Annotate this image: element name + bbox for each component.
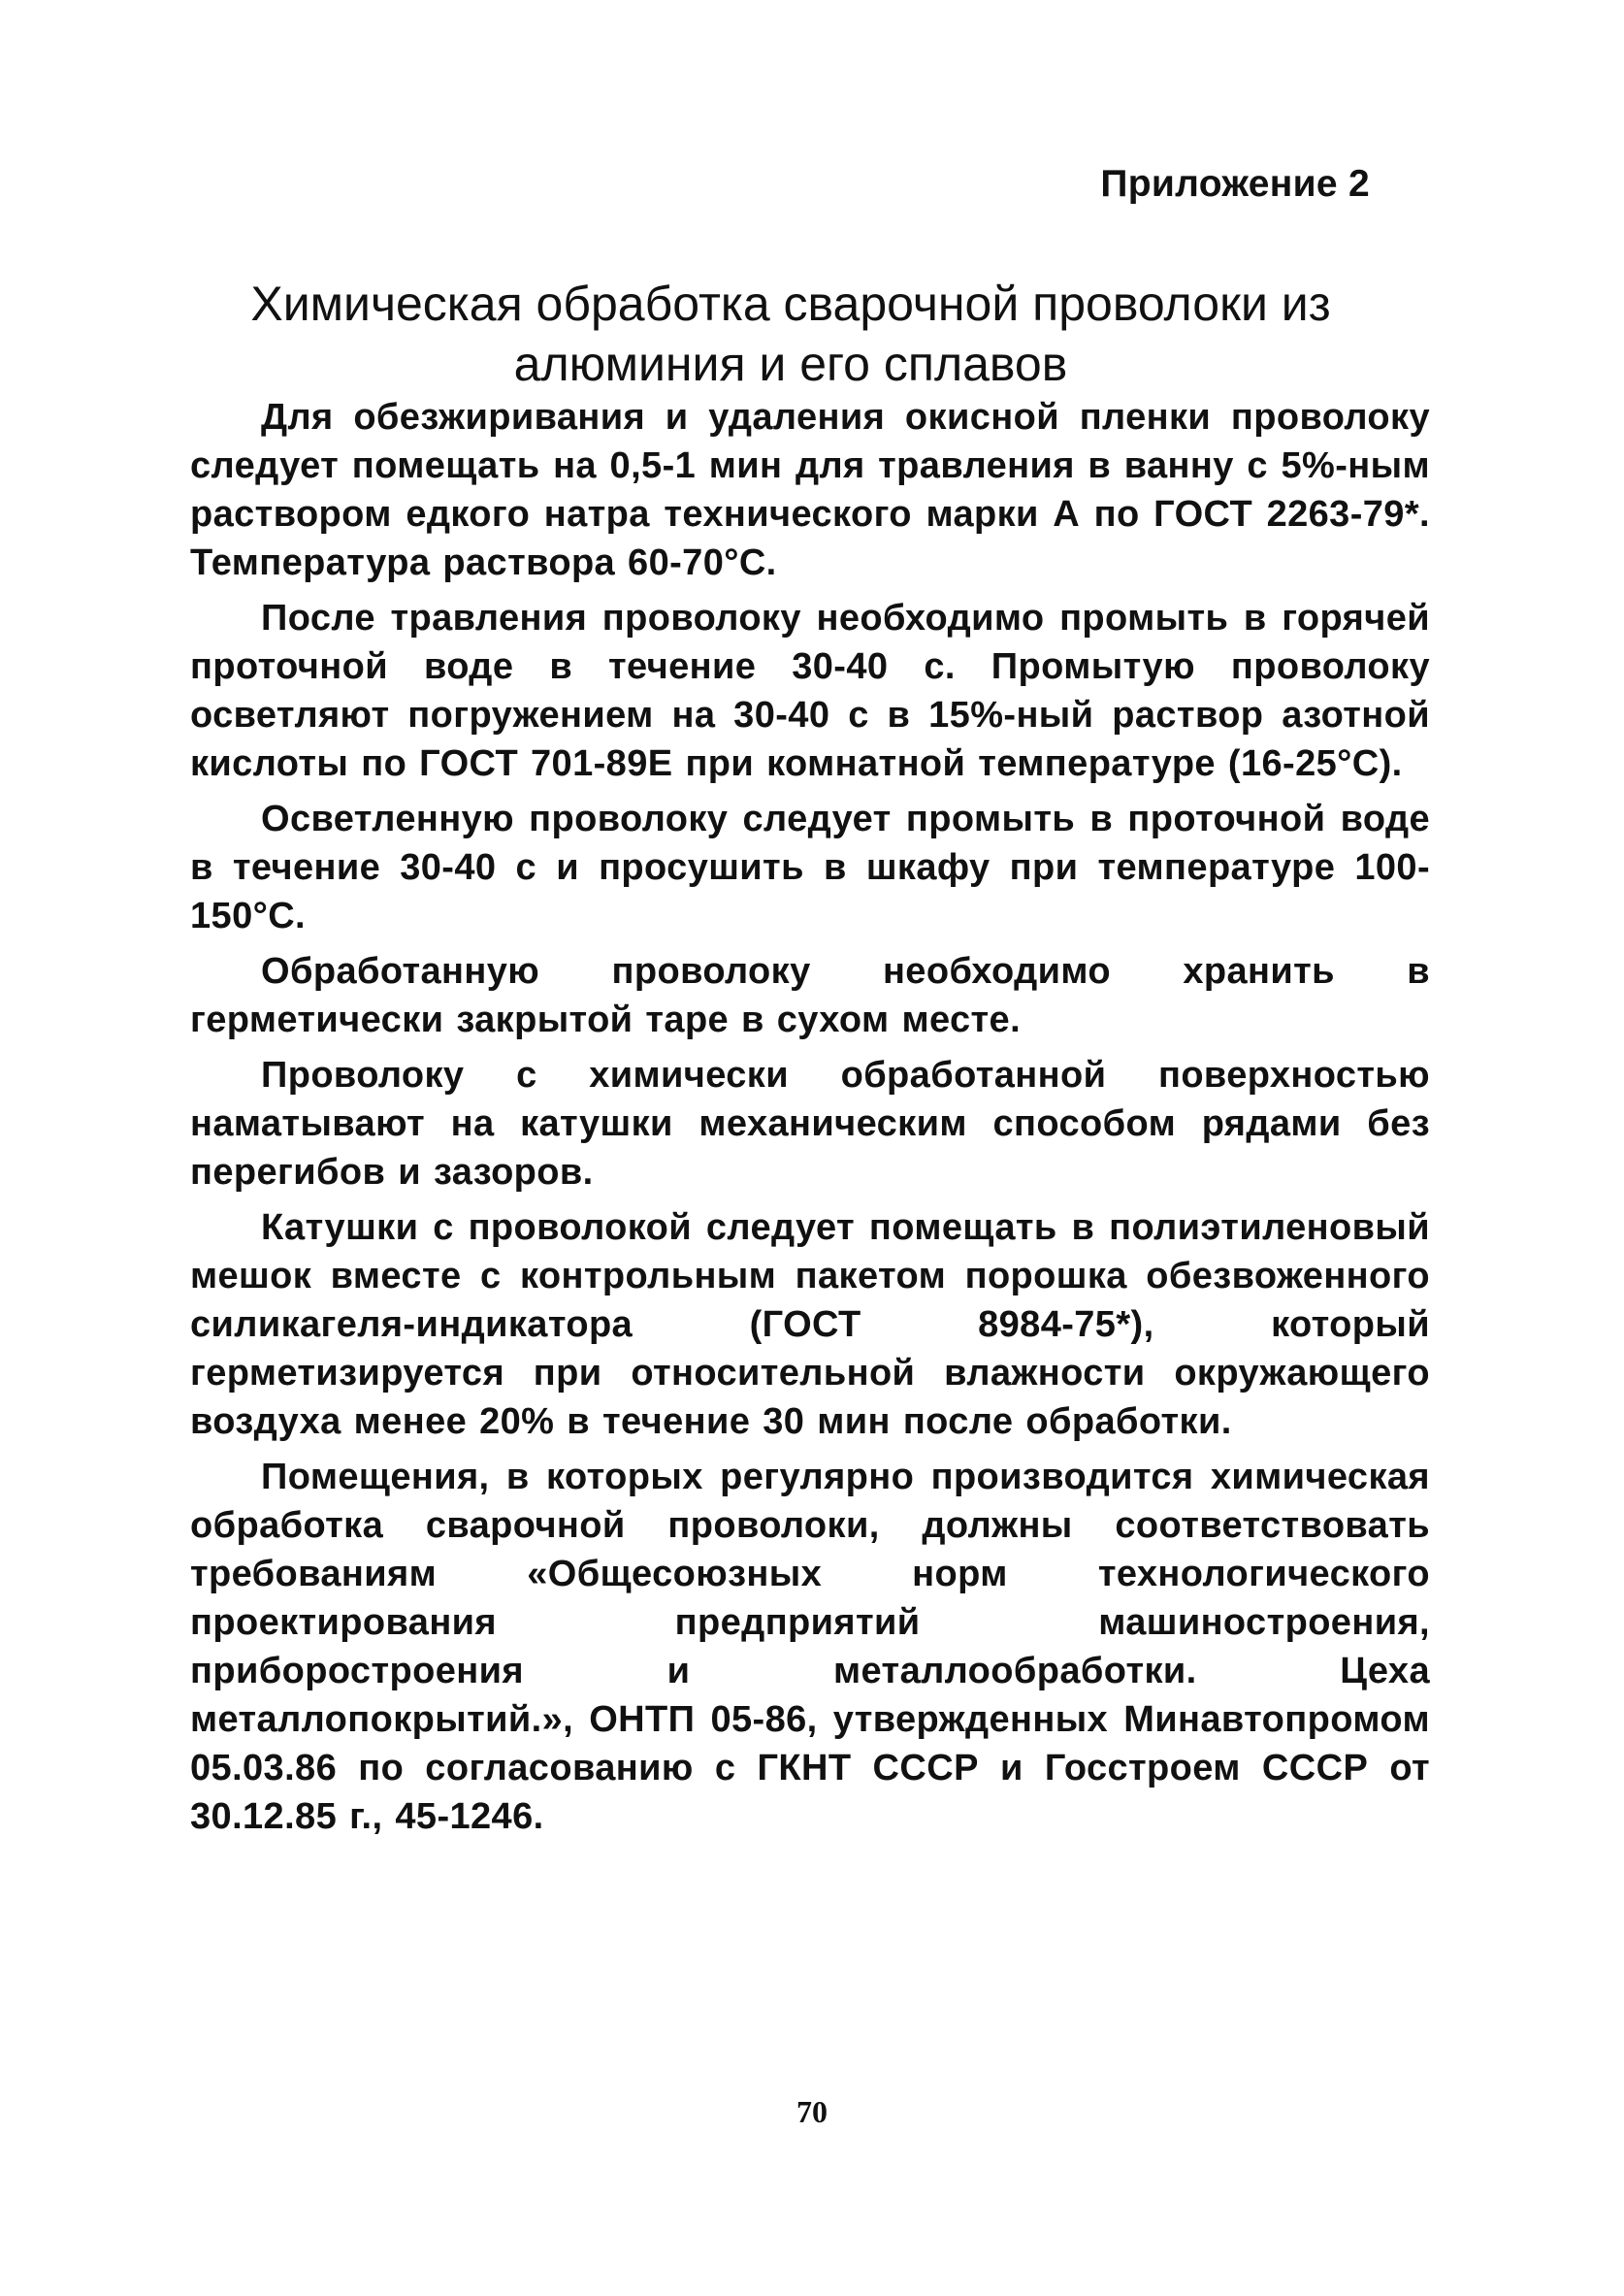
paragraph-rinsing-brightening: После травления проволоку необходимо промыть в горячей проточной воде в течение 30-40 с. Промытую проволоку осветляют погружением на 30-40 с в 15%-ный раствор азотной кислоты по ГОСТ 701-89Е при комнатной температуре (16-25°С). [190,598,1430,784]
paragraph-premises-requirements: Помещения, в которых регулярно производится химическая обработка сварочной проволоки, должны соответствовать требованиям «Общесоюзных норм технологического проектирования предприятий машиностроения, приборостроения и металлообработки. Цеха металлопокрытий.», ОНТП 05-86, утвержденных Минавтопромом 05.03.86 по согласованию с ГКНТ СССР и Госстроем СССР от 30.12.85 г., 45-1246. [190,1457,1430,1837]
paragraph-packaging: Катушки с проволокой следует помещать в полиэтиленовый мешок вместе с контрольным пакетом порошка обезвоженного силикагеля-индикатора (ГОСТ 8984-75*), который герметизируется при относительной влажности окружающего воздуха менее 20% в течение 30 мин после обработки. [190,1207,1430,1442]
page-number: 70 [796,2094,828,2129]
paragraph-winding: Проволоку с химически обработанной поверхностью наматывают на катушки механическим способом рядами без перегибов и зазоров. [190,1055,1430,1193]
body-text [190,393,1430,1848]
paragraph-storage: Обработанную проволоку необходимо хранить в герметически закрытой таре в сухом месте. [190,951,1430,1040]
document-title: Химическая обработка сварочной проволоки из алюминия и его сплавов [250,277,1331,391]
paragraph-drying: Осветленную проволоку следует промыть в проточной воде в течение 30-40 с и просушить в шкафу при температуре 100-150°С. [190,799,1430,936]
paragraph-degreasing: Для обезжиривания и удаления окисной пленки проволоку следует помещать на 0,5-1 мин для травления в ванну с 5%-ным раствором едкого натра технического марки А по ГОСТ 2263-79*. Температура раствора 60-70°С. [190,397,1430,583]
appendix-label: Приложение 2 [1100,163,1370,205]
